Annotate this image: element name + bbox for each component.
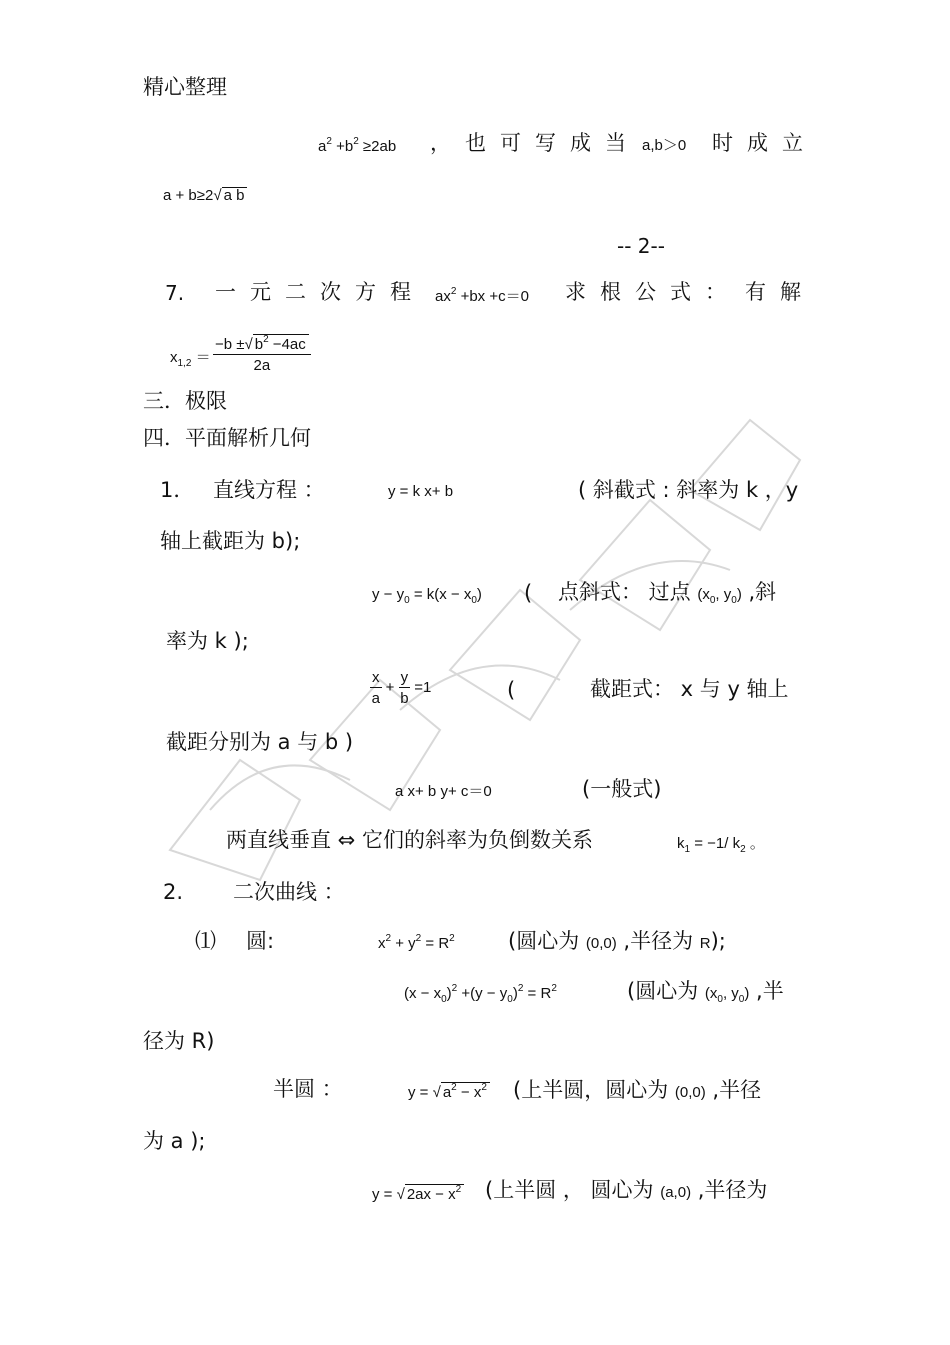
circle-label: 圆: xyxy=(246,929,275,953)
semicircle-label: 半圆 ： xyxy=(273,1077,343,1101)
slope-intercept-desc-2: 轴上截距为 b); xyxy=(160,529,301,553)
item-7-text-3: 有解 xyxy=(745,280,815,304)
section-limits: 三．极限 xyxy=(143,389,227,413)
line-eq-title: 直线方程 ： xyxy=(213,478,325,502)
circle-general-desc-2: 径为 R) xyxy=(143,1029,215,1053)
general-form-formula: a x+ b y+ c＝0 xyxy=(395,783,492,800)
point-slope-desc-2: 率为 k ); xyxy=(166,629,249,653)
conic-number: 2. xyxy=(163,880,184,904)
inequality-formula: $a^2 +b^2 \ge 2ab$ xyxy=(318,136,397,155)
point-slope-desc: 点斜式： 过点 ($x_0$, $y_0$) ,斜 xyxy=(558,580,777,606)
circle-formula: $x^2 + y^2 = R^2$ xyxy=(378,933,455,952)
semicircle-formula: y = √ $a^2 - x^2$ xyxy=(408,1082,490,1100)
slope-intercept-desc: ( 斜截式 : 斜率为 k ，y xyxy=(578,478,799,502)
line-eq-number: 1． xyxy=(160,478,195,502)
conic-title: 二次曲线 ： xyxy=(233,880,345,904)
quadratic-equation: $ax^2 +bx +c=0$ xyxy=(435,286,529,305)
perpendicular-text: 两直线垂直 ⇔ 它们的斜率为负倒数关系 xyxy=(226,828,593,852)
intercept-paren: ( xyxy=(507,678,516,702)
semicircle-desc-3: (上半圆 ， 圆心为 (a,0) ,半径为 xyxy=(485,1178,768,1202)
item-7-number: 7. xyxy=(165,281,185,305)
inequality-sqrt-form: a + b≥2√a b xyxy=(163,187,247,203)
intercept-formula: $\frac{x}{a}$ + $\frac{y}{b}$ =1 xyxy=(371,669,432,707)
point-slope-formula: $y - y_0 = k(x - x_0)$ xyxy=(372,586,482,606)
quadratic-formula: $\frac{-b \pm√ b^2 -4ac}{2a}$ xyxy=(213,334,311,373)
item-7-text: 一元二次方程 xyxy=(215,280,425,304)
general-form-desc: (一般式) xyxy=(582,777,662,801)
circle-number: ⑴ xyxy=(195,929,216,953)
circle-general-desc: (圆心为 ($x_0$, $y_0$) ,半 xyxy=(627,979,784,1005)
perpendicular-formula: $k_1 = -1/$ $k_2$ 。 xyxy=(677,835,765,855)
inequality-text: 也可写成当 xyxy=(465,131,640,155)
quadratic-formula-lhs: $x_{1,2}$ ＝ xyxy=(170,349,211,369)
page-number: -- 2-- xyxy=(617,234,665,258)
circle-desc: (圆心为 (0,0) ,半径为 R); xyxy=(508,929,726,953)
item-7-text-2: 求根公式： xyxy=(565,280,740,304)
inequality-comma: ， xyxy=(430,131,451,155)
inequality-condition: a,b＞0 xyxy=(642,137,687,154)
semicircle-formula-2: y = √ $2ax - x^2$ xyxy=(372,1184,464,1202)
point-slope-paren: ( xyxy=(524,581,533,605)
section-analytic-geometry: 四．平面解析几何 xyxy=(143,426,311,450)
semicircle-desc: (上半圆，圆心为 (0,0) ,半径 xyxy=(513,1078,762,1102)
page-header: 精心整理 xyxy=(143,75,227,99)
circle-general-formula: $(x - x_0)^2 +(y - y_0)^2 = R^2$ xyxy=(404,983,557,1005)
watermark xyxy=(150,380,810,900)
intercept-desc-2: 截距分别为 a 与 b ) xyxy=(166,730,354,754)
slope-intercept-formula: y = k x+ b xyxy=(388,483,454,500)
intercept-desc: 截距式： x 与 y 轴上 xyxy=(590,677,789,701)
semicircle-desc-2: 为 a ); xyxy=(143,1129,206,1153)
inequality-text-2: 时成立 xyxy=(712,131,817,155)
